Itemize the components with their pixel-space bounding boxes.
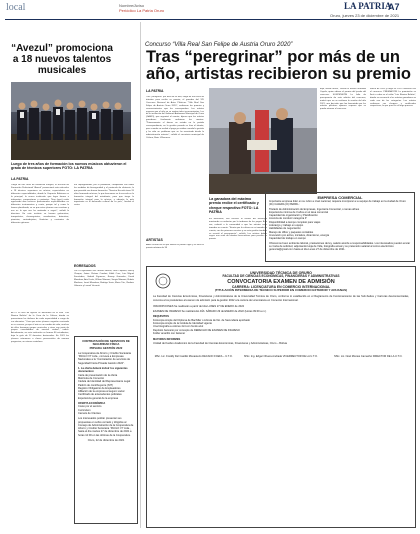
- header-mid: [119, 3, 164, 13]
- employment-footer: Ofrecemos buen ambiente laboral, prestaciones de ley, salario acorde a responsabilidades. Los interesados pueden enviar su Carta de solicitud, adjuntando Hoja de Vida, fotografía actual y su pretensión salarial al correo electrónico gerencia@gmail.com hasta el día Lunes 27 de diciembre de 2021.: [269, 241, 411, 252]
- employment-item: Manejo de office y paquetes contables: [269, 230, 314, 234]
- employment-intro: Importante empresa líder en su rubro a nivel nacional, requiere incorporar a su equipo de trabajo en la ciudad de Oruro (01) CAJERA (O) PERFIL:: [269, 200, 406, 207]
- signature-vicerector: MSc. Ing. Edgar Olivera Andrade VICERRECTOR DE LA U.T.O.: [244, 354, 318, 358]
- employment-title: EMPRESA COMERCIAL: [317, 195, 363, 200]
- right-pretitle: Concurso “Villa Real San Felipe de Austria Oruro 2020”: [145, 42, 293, 48]
- award-photo-art: [209, 88, 317, 194]
- column-divider: [140, 22, 141, 528]
- signatures-row: [153, 355, 409, 358]
- left-col2-text: fue reprogramado, por la pandemia, cumpliendo con todas las medidas de bioseguridad y el protocolo de distancia, lo que permitió una buena formación. “Nuestra Escuela tiene 20 años formando músicos, lo que buscamos en la escuela es la formación integral del estudiante, para que tenga la formación integral para la música, y además lo más importante es el desarrollo cultural de su país”, finalizó el rector.: [74, 184, 134, 207]
- employment-item: Titulado de Administración de Empresas, Ingeniería Comercial, o ramas afines: [269, 207, 360, 211]
- requirement-item: Depósito bancario por concepto de DERECHO DE EXAMEN DE INGRESO: [153, 328, 240, 332]
- right-col2-text: mil bolivianos, ella recorrió la oficina del municipio mostrando su malestar por la tardanza de los pagos. A la vez, exhortó a la comunidad a que los artistas sean tomados en cuenta. “Siento que la cultura no es tomada en cuenta, son los primeros recortes y en esta gestión también se recortó el presupuesto”, señaló. Los artistas deben seguir una serie de trámites burocráticos para percibir su premio.: [209, 218, 267, 241]
- university-ad: [146, 266, 416, 528]
- admission-intro: La Facultad de Ciencias Económicas, Financieras y Administrativas de la Universidad Técnica de Oruro, conforme lo establecido en el Reglamento de Funcionamiento de las Sub-Sedes y Carreras desconcentradas, convoca a los postulantes al examen de admisión para la gestión 2022 a la carrera de Licenciatura en Comercio Internacional.: [153, 295, 409, 302]
- requirement-item: Una fotografía a colores 4x4 con fondo azul: [153, 325, 204, 329]
- right-byline: LA PATRIA: [146, 89, 164, 93]
- requirements-title: REQUISITOS: [153, 315, 169, 319]
- more-info-text: Unidad de Kardex Académico de la Facultad de Ciencias Económicas, Financieras y Administrativas, Oruro – Bolivia: [153, 341, 287, 345]
- contract-opt-title: OFERTA ECONÓMICA: [78, 402, 106, 406]
- header-rule: [5, 19, 417, 20]
- left-col2b-text: Los 18 egresados son: Moisés Bernal, Juan Chipana, Nancy Choque, Jaime Chávez Condori, Edith Cruz, Luis Miguel Fernández, Gabriel Figueroa, Jhonny Gonzales, David Mendoza, Ariel León, Wilson Mamani, Sergio Mamani, Rubén Martínez, Israel Mendoza, Rodrigo Soria, Mario Tito, Vladimir Valencia y Leonel Vincenti.: [74, 270, 134, 287]
- requirement-item: Fotocopia simple de la Cédula de Identidad vigente: [153, 322, 212, 326]
- newspaper-name: LA PATRIA: [344, 1, 392, 11]
- artists-subtitle: ARTISTAS: [146, 238, 163, 242]
- signature-dean: MSc. Lic. Freddy Del Castillo Monasterio DECANO FCEFA – U.T.O.: [154, 354, 233, 358]
- award-photo: [209, 88, 317, 194]
- right-col1b-text: Adilia Durant fue la que obtuvo el primer lugar y se llevó el premio máximo de 30: [146, 244, 204, 249]
- right-col3-text: bajo, desde ahora”, señaló el artista Fernando Caprile, quien obtuvo el premio del jurado del concurso. SUSPENSIÓN La falta de presupuesto de esta edición del concurso, motivó que no se realizara la versión del año 2021, una decisión que fue lamentada por los artistas plásticos quienes esperan que se pueda retomar el concurso.: [320, 88, 366, 111]
- contract-doc-item: Carta de presentación de la oferta: [78, 373, 118, 377]
- employment-item: Disponibilidad a tiempo completo para viajes: [269, 220, 321, 224]
- contract-opt-item: Costo por el servicio: [78, 405, 102, 409]
- contract-opt-item: Curriculum: [78, 408, 91, 412]
- employment-item: Capacidad de trabajo en campo: [269, 237, 306, 241]
- employment-item: Capacidad de organización y Planificación: [269, 214, 318, 218]
- contract-doc-item: Cédula de Identidad del Representante Legal: [78, 380, 131, 384]
- left-col1b-text: ACTO El acto de egreso se desarrolló en la sala “Luis Ramiro Beltrán” de la Casa de la Cultura, donde se presentaron los titulares de cada especialidad a cargo de sus docentes. “Creo que estos jóvenes seguirán creciendo en su carrera, ya que el arte es un cambio de vida, muchos de ellos formaron grupos musicales y otros son parte de grupos consolidados de nuestra ciudad”, indicó. Actualmente, en esta institución se forman 80 estudiantes, bajo la guía de 12 docentes destacados. En 2021 los jóvenes retornaron a clases presenciales de manera progresiva, un retorno cauteloso.: [11, 312, 69, 344]
- contract-title2: PRIVADA GESTIÓN 2022: [89, 345, 123, 350]
- contract-doc-item: Experiencia general de la empresa: [78, 396, 119, 400]
- contract-intro: La Cooperativa de Ahorro y Crédito Societaria “PAULO VI” Ltda., convoca a Empresas Nacionales a la “Contratación de servicios de Seguridad Física Privada Gestión 2022”.: [78, 351, 131, 365]
- faculty-name: FACULTAD DE CIENCIAS ECONÓMICAS, FINANCIERAS Y ADMINISTRATIVAS: [222, 274, 340, 279]
- contract-docs-title: 1. La oferta deberá incluir los siguientes documentos:: [78, 367, 128, 374]
- header-mid-line2: Periódico La Patria Oruro: [119, 8, 165, 13]
- contract-doc-item: Afiliación de la empresa al seguro social: [78, 390, 125, 394]
- employment-item: Experiencia mínima de 3 años en el área comercial: [269, 210, 328, 214]
- employment-item: Liderazgo y trabajo en equipo: [269, 224, 304, 228]
- graduates-photo: [11, 82, 131, 160]
- left-col1-text: Luego de tres años de formación integral, la Escuela de Formación Profesional “Avezul” promocionó este miércoles a 18 técnicos superiores en música, especialistas en diferentes especialidades, donde la Orquesta Boliviana es la principal, la nueva institución que logra formar a intérpretes, compositores y cantantes. “Hoy (ayer) están egresando diez músicos profesionales especializados en diferentes instrumentos y canto, porque tal y como lo hemos planificado, se ve que estos jóvenes son creativos y eso es lo que nos ha motivado a seguir”, señaló la directora. En este instituto se forman guitarristas, trompetistas, charanguistas, saxofonistas, bateristas, pianistas, contrabajistas, flautistas y cantantes de diferentes géneros.: [11, 184, 69, 224]
- contract-doc-item: Registro Obligatorio de Empleadores: [78, 386, 121, 390]
- page-number: A7: [388, 2, 400, 12]
- contract-footer: Los interesados podrán presentar sus propuestas en sobre cerrado y dirigidos al Consejo de Administración de la Cooperativa de Ahorro y Crédito Societaria “PAULO VI” Ltda., hasta el día martes 27 de diciembre de 2021 a horas 12:00 en las oficinas de la Cooperativa.: [78, 417, 134, 437]
- contract-opt-item: Carnets de Clientes: [78, 411, 101, 415]
- employment-item: Innovación pro activo, iniciativa, dinamismo, energía: [269, 233, 330, 237]
- contract-doc-item: Padrón de contribuyente (NIT): [78, 383, 113, 387]
- more-info-title: MAYORES INFORMES: [153, 338, 181, 342]
- employment-item: Licencia de conducir categoría P: [269, 217, 307, 221]
- right-col1-text: Tras “peregrinar” por más de un año, luego de una serie de trámites para recibir su premio, el ganador del XIV Concurso Nacional de Artes Plásticas “Villa Real San Felipe de Austria Oruro 2020”, recibieron los premios y reconocimientos que les corresponden. Los artistas esperan que el año no se repitan tales inconvenientes. Los de la institución del Gobierno Autónomo Municipal de Oruro (GAMO), que organizó el evento, dijeron que los artistas ganadores finalmente recibieron los montos. “Primeramente el dinero no estaba en la partida correspondiente, en la gestión pasada se hizo el trámite, pero cuando se realizó el pago ya estaba cerrada la gestión y ha sido un problema que se ha arrastrado desde la administración anterior”, señaló el secretario municipal de Cultura, Boris Villanueva.: [146, 96, 204, 139]
- admission-title: CONVOCATORIA EXAMEN DE ADMISIÓN: [227, 278, 335, 285]
- university-seal-icon: [155, 273, 171, 289]
- left-photo-caption: Luego de tres años de formación los nuevos músicos obtuvieron el grado de técnicos superiores FOTO: LA PATRIA: [11, 162, 127, 171]
- university-name: UNIVERSIDAD TÉCNICA DE ORURO: [250, 271, 312, 275]
- graduates-subtitle: EGRESADOS: [74, 264, 96, 268]
- employment-ad: [265, 192, 415, 262]
- header-mid-line1: Nombre/Aviso: [119, 3, 145, 8]
- career-subtitle: (TITULACIÓN INTERMEDIA DE TÉCNICO SUPERIOR EN COMERCIO EXTERIOR Y ADUANAS): [214, 288, 348, 292]
- right-col4-text: Marca de 2020 y luego en 2022 continuar con el concurso. PREMIACIÓN La premiación se llevó a cabo en el salón “Luis Ramiro Beltrán”, donde se reconoció a los artistas ganadores en cada una de las categorías. Los artistas recibieron sus cheques y certificados respectivos, lo que puso fin al largo proceso.: [370, 88, 416, 108]
- exam-info: EXAMEN DE INGRESO Se realizará EL DÍA: SÁBADO 29 de ENERO de 2022 (Horas 09:00 a.m.): [153, 310, 267, 314]
- employment-item: Habilidades de negociación: [269, 227, 301, 231]
- requirement-item: Fotocopia simple del Diploma de Bachiller o Libreta de 6to. de Secundaria aprobado: [153, 318, 250, 322]
- requirement-item: Folder amarillo con fastener: [153, 331, 186, 335]
- contract-doc-item: Certificado de antecedentes policiales: [78, 393, 122, 397]
- issue-date: Oruro, jueves 23 de diciembre de 2021: [330, 13, 400, 18]
- signature-director: MSc. Lic. Noel Montes Camacho DIRECTOR DE LA U.T.O.: [334, 354, 403, 358]
- graduates-photo-art: [11, 82, 131, 160]
- contract-doc-item: Matrícula de Comercio: [78, 376, 105, 380]
- contract-ad: [74, 336, 138, 524]
- award-photo-caption: La ganadora del máximo premio recibe el certificado y cheque respectivo FOTO: LA PATRIA: [209, 197, 259, 215]
- section-label: local: [6, 2, 26, 13]
- right-headline: Tras “peregrinar” por más de un año, artistas recibieron su premio: [146, 48, 411, 83]
- career-name: CARRERA: LICENCIATURA EN COMERCIO INTERNACIONAL: [231, 284, 331, 289]
- contract-date: Oruro, 22 de diciembre de 2021: [87, 439, 125, 443]
- left-headline: “Avezul” promociona a 18 nuevos talentos musicales: [11, 43, 113, 76]
- left-byline: LA PATRIA: [11, 177, 29, 181]
- contract-title1: CONTRATACIÓN DE SERVICIOS DE SEGURIDAD FÍSICA: [82, 339, 130, 347]
- registration-info: INSCRIPCIONES Se realizarán a partir del día LUNES 27 DE ENERO de 2022: [153, 304, 245, 308]
